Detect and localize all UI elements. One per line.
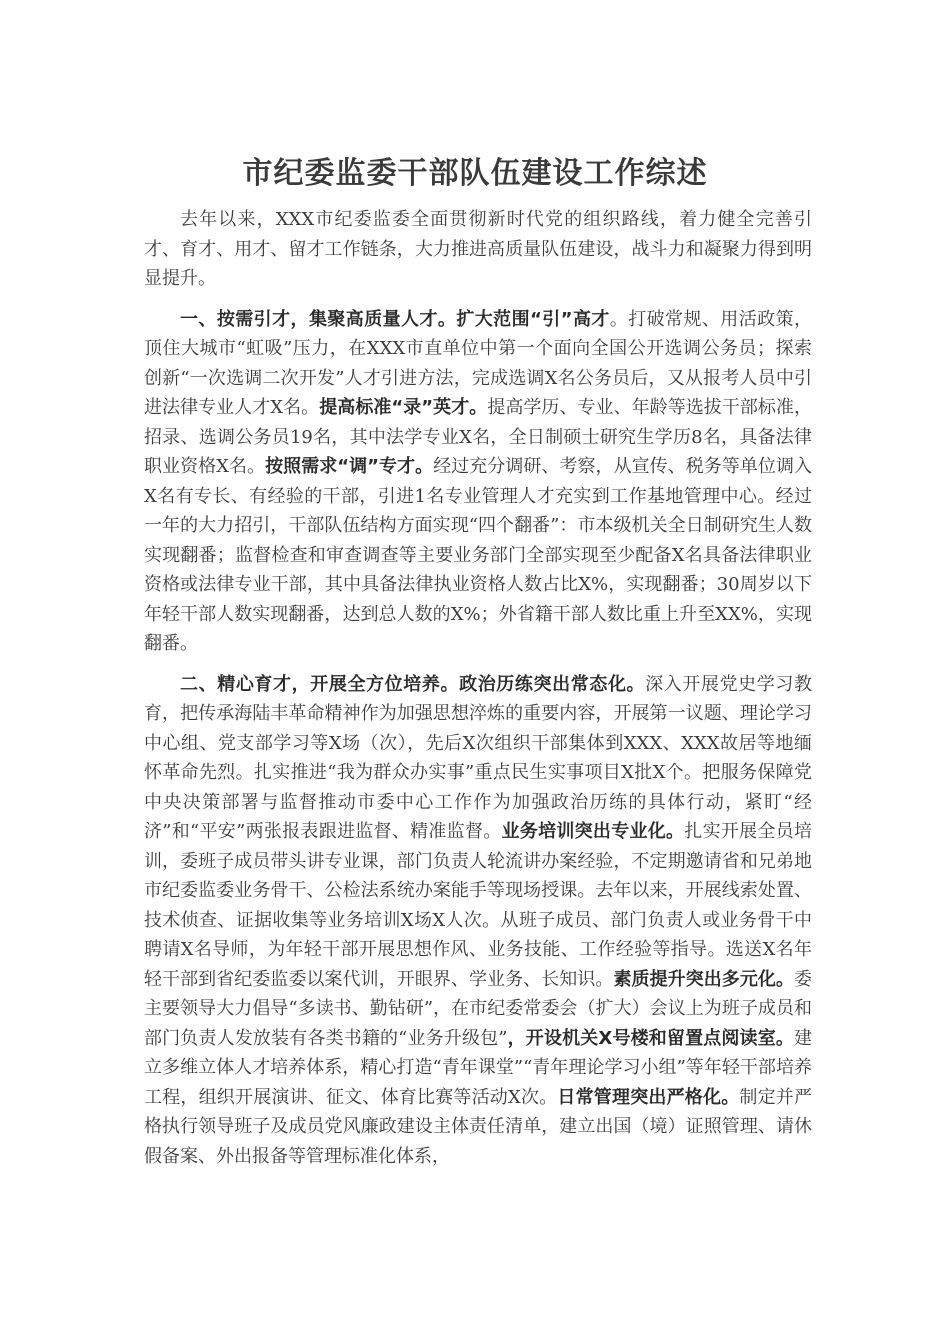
section-1-subheading-3: 按照需求“调”专才。 bbox=[265, 456, 434, 477]
section-2-subheading-2: 业务培训突出专业化。 bbox=[501, 821, 685, 842]
section-2-text-2: 扎实开展全员培训，委班子成员带头讲专业课，部门负责人轮流讲办案经验，不定期邀请省和兄弟地市纪委监委业务骨干、公检法系统办案能手等现场授课。去年以来，开展线索处置、技术侦查、证据收集等业务培训X场X人次。从班子成员、部门负责人或业务骨干中聘请X名导师，为年轻干部开展思想作风、业务技能、工作经验等指导。选送X名年轻干部到省纪委监委以案代训，开眼界、学业务、长知识。 bbox=[144, 821, 813, 990]
section-2-subheading-3: 素质提升突出多元化。 bbox=[613, 968, 795, 990]
section-2-text-3: 委主要领导大力倡导“多读书、勤钻研”，在市纪委常委会（扩大）会议上为班子成员和部门负责人发放装有各类书籍的“业务升级包” bbox=[144, 968, 813, 1049]
section-1-text-1: 。打破常规、用活政策，顶住大城市“虹吸”压力，在XXX市直单位中第一个面向全国公开选调公务员；探索创新“一次选调二次开发”人才引进方法，完成选调X名公务员后，又从报考人员中引进法律专业人才X名。 bbox=[144, 308, 812, 418]
section-2-subheading-3b: ，开设机关X号楼和留置点阅读室。 bbox=[507, 1027, 794, 1049]
document-body bbox=[144, 205, 812, 1182]
document-title: 市纪委监委干部队伍建设工作综述 bbox=[242, 156, 708, 191]
section-1-subheading-2: 提高标准“录”英才。 bbox=[319, 397, 488, 418]
section-1-text-2: 提高学历、专业、年龄等选拔干部标准，招录、选调公务员19名，其中法学专业X名，全日制硕士研究生学历8名，具备法律职业资格X名。 bbox=[144, 397, 813, 477]
section-2-paragraph bbox=[144, 670, 812, 1172]
section-1-paragraph bbox=[144, 305, 812, 659]
section-1-subheading-1: 扩大范围“引”高才 bbox=[456, 308, 610, 330]
intro-paragraph: 去年以来，XXX市纪委监委全面贯彻新时代党的组织路线，着力健全完善引才、育才、用才、留才工作链条，大力推进高质量队伍建设，战斗力和凝聚力得到明显提升。 bbox=[144, 209, 812, 289]
section-2-subheading-4: 日常管理突出严格化。 bbox=[557, 1086, 740, 1108]
section-2-subheading-1: 政治历练突出常态化。 bbox=[459, 673, 646, 695]
section-1-heading: 一、按需引才，集聚高质量人才。 bbox=[180, 308, 457, 330]
section-2-text-4: 制定并严格执行领导班子及成员党风廉政建设主体责任清单，建立出国（境）证照管理、请休假备案、外出报备等管理标准化体系， bbox=[144, 1086, 813, 1167]
section-2-text-1: 深入开展党史学习教育，把传承海陆丰革命精神作为加强思想淬炼的重要内容，开展第一议题、理论学习中心组、党支部学习等X场（次），先后X次组织干部集体到XXX、XXX故居等地缅怀革命先烈。扎实推进“我为群众办实事”重点民生实事项目X批X个。把服务保障党中央决策部署与监督推动市委中心工作作为加强政治历练的具体行动，紧盯“经济”和“平安”两张报表跟进监督、精准监督。 bbox=[144, 673, 813, 842]
section-2-text-3b: 建立多维立体人才培养体系，精心打造“青年课堂”“青年理论学习小组”等年轻干部培养工程，组织开展演讲、征文、体育比赛等活动X次。 bbox=[144, 1027, 812, 1108]
section-1-text-3: 经过充分调研、考察，从宣传、税务等单位调入X名有专长、有经验的干部，引进1名专业管理人才充实到工作基地管理中心。经过一年的大力招引，干部队伍结构方面实现“四个翻番”：市本级机关全日制研究生人数实现翻番；监督检查和审查调查等主要业务部门全部实现至少配备X名具备法律职业资格或法律专业干部，其中具备法律执业资格人数占比X%，实现翻番；30周岁以下年轻干部人数实现翻番，达到总人数的X%；外省籍干部人数比重上升至XX%，实现翻番。 bbox=[144, 456, 812, 654]
section-2-heading: 二、精心育才，开展全方位培养。 bbox=[180, 673, 460, 695]
